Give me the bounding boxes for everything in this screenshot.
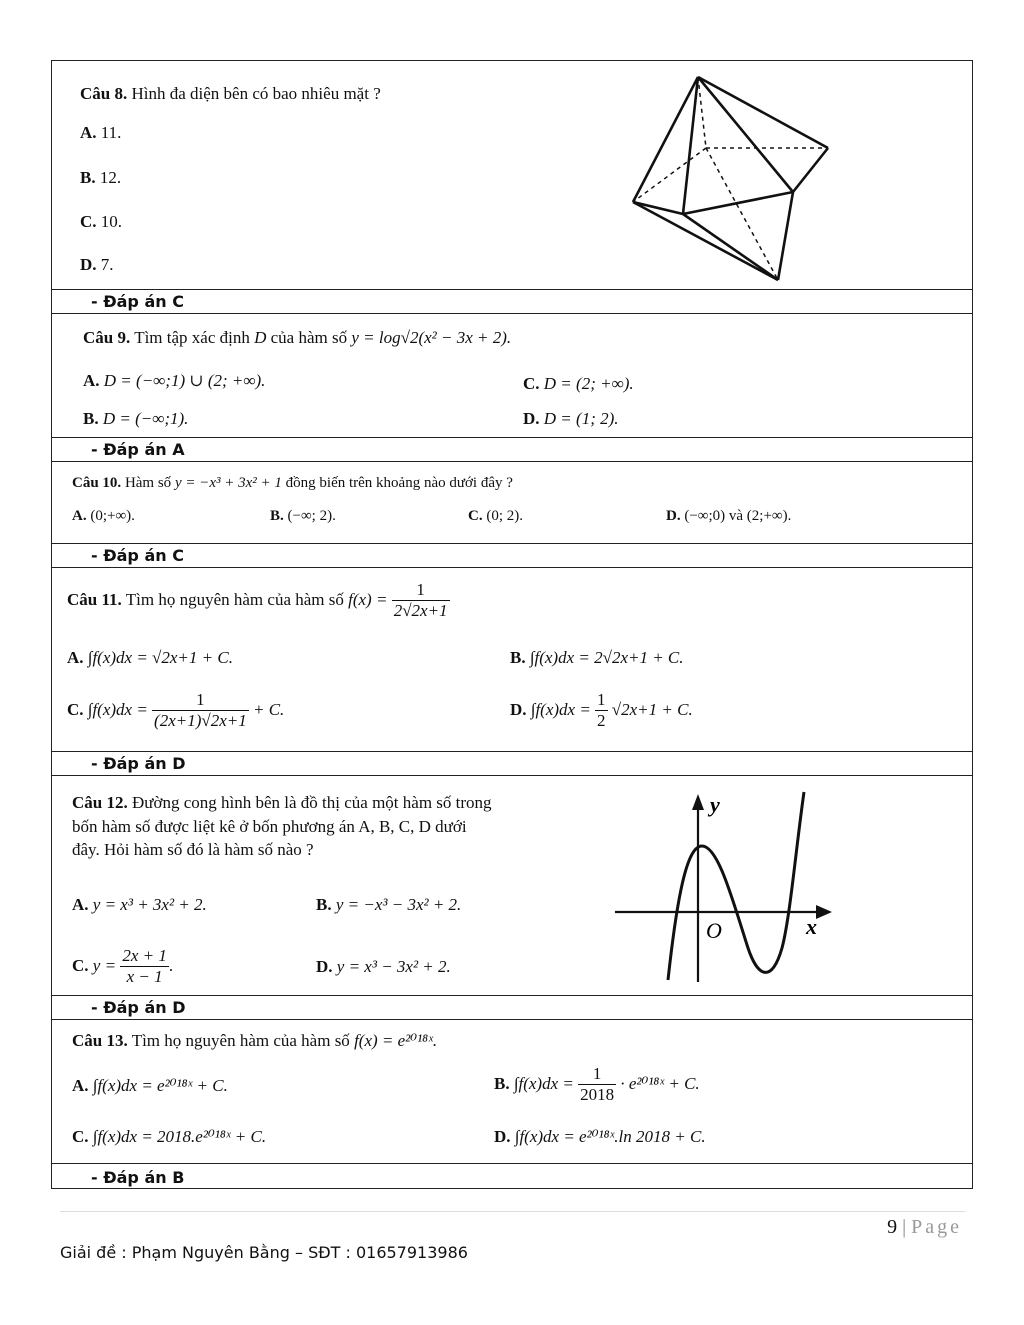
y-axis-label: y	[710, 792, 720, 817]
question-10: Câu 10. Hàm số y = −x³ + 3x² + 1 đồng biến trên khoảng nào dưới đây ?	[72, 475, 513, 491]
option-c: C. ∫f(x)dx = 2018.e²⁰¹⁸ˣ + C.	[72, 1127, 267, 1146]
answer-q8: - Đáp án C	[91, 292, 184, 311]
option-a: A. y = x³ + 3x² + 2.	[72, 895, 207, 914]
question-9: Câu 9. Tìm tập xác định D của hàm số y = log√2(x² − 3x + 2).	[83, 328, 512, 347]
option-a: A. ∫f(x)dx = √2x+1 + C.	[67, 648, 233, 667]
row-divider	[51, 461, 973, 462]
answer-q13: - Đáp án B	[91, 1168, 185, 1187]
fraction: $\frac{1}{2018}$	[580, 1064, 615, 1105]
page-number: 9 | Page	[887, 1216, 962, 1238]
row-divider	[51, 313, 973, 314]
option-b: B. ∫f(x)dx = $\frac{1}{2018}$ · e²⁰¹⁸ˣ + C.	[494, 1064, 700, 1105]
row-divider	[51, 543, 973, 544]
option-c: C. (0; 2).	[468, 508, 524, 524]
question-11: Câu 11. Tìm họ nguyên hàm của hàm số f(x) = $\frac{1}{2√2x+1}$	[67, 580, 448, 621]
option-b: B. (−∞; 2).	[270, 508, 336, 524]
answer-q10: - Đáp án C	[91, 546, 184, 565]
option-b: B. D = (−∞;1).	[83, 409, 189, 428]
row-divider	[51, 1019, 973, 1020]
question-text: Hình đa diện bên có bao nhiêu mặt ?	[131, 84, 381, 103]
question-12-line3: đây. Hỏi hàm số đó là hàm số nào ?	[72, 840, 314, 859]
option-d: D. D = (1; 2).	[523, 409, 619, 428]
row-divider	[51, 995, 973, 996]
origin-label: O	[706, 918, 722, 943]
option-c: C. 10.	[80, 212, 123, 231]
row-divider	[51, 437, 973, 438]
fraction: $\frac{1}{2}$	[597, 690, 606, 731]
fraction: $\frac{1}{(2x+1)√2x+1}$	[154, 690, 247, 731]
option-d: D. y = x³ − 3x² + 2.	[316, 957, 451, 976]
option-c: C. y = $\frac{2x + 1}{x - 1}$ .	[72, 946, 174, 987]
option-d: D. 7.	[80, 255, 114, 274]
x-axis-label: x	[806, 914, 817, 939]
option-a: A. (0;+∞).	[72, 508, 135, 524]
octahedron-figure	[628, 72, 833, 287]
footer-divider	[60, 1211, 965, 1212]
author-credit: Giải đề : Phạm Nguyên Bằng – SĐT : 01657913986	[60, 1243, 468, 1262]
formula: f(x) = e²⁰¹⁸ˣ.	[354, 1031, 438, 1050]
row-divider	[51, 751, 973, 752]
answer-q9: - Đáp án A	[91, 440, 185, 459]
option-c: C. D = (2; +∞).	[523, 374, 634, 393]
question-label: Câu 8.	[80, 84, 128, 103]
option-b: B. ∫f(x)dx = 2√2x+1 + C.	[510, 648, 684, 667]
question-12: Câu 12. Đường cong hình bên là đồ thị của một hàm số trong	[72, 793, 492, 812]
option-d: D. (−∞;0) và (2;+∞).	[666, 508, 792, 524]
option-b: B. 12.	[80, 168, 122, 187]
option-b: B. y = −x³ − 3x² + 2.	[316, 895, 462, 914]
row-divider	[51, 775, 973, 776]
formula: y = −x³ + 3x² + 1	[174, 475, 282, 491]
answer-q11: - Đáp án D	[91, 754, 186, 773]
question-8	[80, 84, 381, 104]
row-divider	[51, 289, 973, 290]
option-a: A. ∫f(x)dx = e²⁰¹⁸ˣ + C.	[72, 1076, 228, 1095]
row-divider	[51, 567, 973, 568]
fraction: $\frac{1}{2√2x+1}$	[393, 580, 448, 621]
option-c: C. ∫f(x)dx = $\frac{1}{(2x+1)√2x+1}$ + C.	[67, 690, 285, 731]
cubic-graph	[610, 788, 840, 988]
question-12-line2: bốn hàm số được liệt kê ở bốn phương án A, B, C, D dưới	[72, 817, 467, 836]
option-a: A. 11.	[80, 123, 122, 142]
row-divider	[51, 1163, 973, 1164]
fraction: $\frac{2x + 1}{x - 1}$	[122, 946, 167, 987]
answer-q12: - Đáp án D	[91, 998, 186, 1017]
option-d: D. ∫f(x)dx = $\frac{1}{2}$ √2x+1 + C.	[510, 690, 693, 731]
question-13: Câu 13. Tìm họ nguyên hàm của hàm số f(x) = e²⁰¹⁸ˣ.	[72, 1031, 438, 1050]
formula: y = log√2(x² − 3x + 2).	[351, 328, 512, 347]
option-d: D. ∫f(x)dx = e²⁰¹⁸ˣ.ln 2018 + C.	[494, 1127, 706, 1146]
option-a: A. D = (−∞;1) ∪ (2; +∞).	[83, 371, 266, 390]
